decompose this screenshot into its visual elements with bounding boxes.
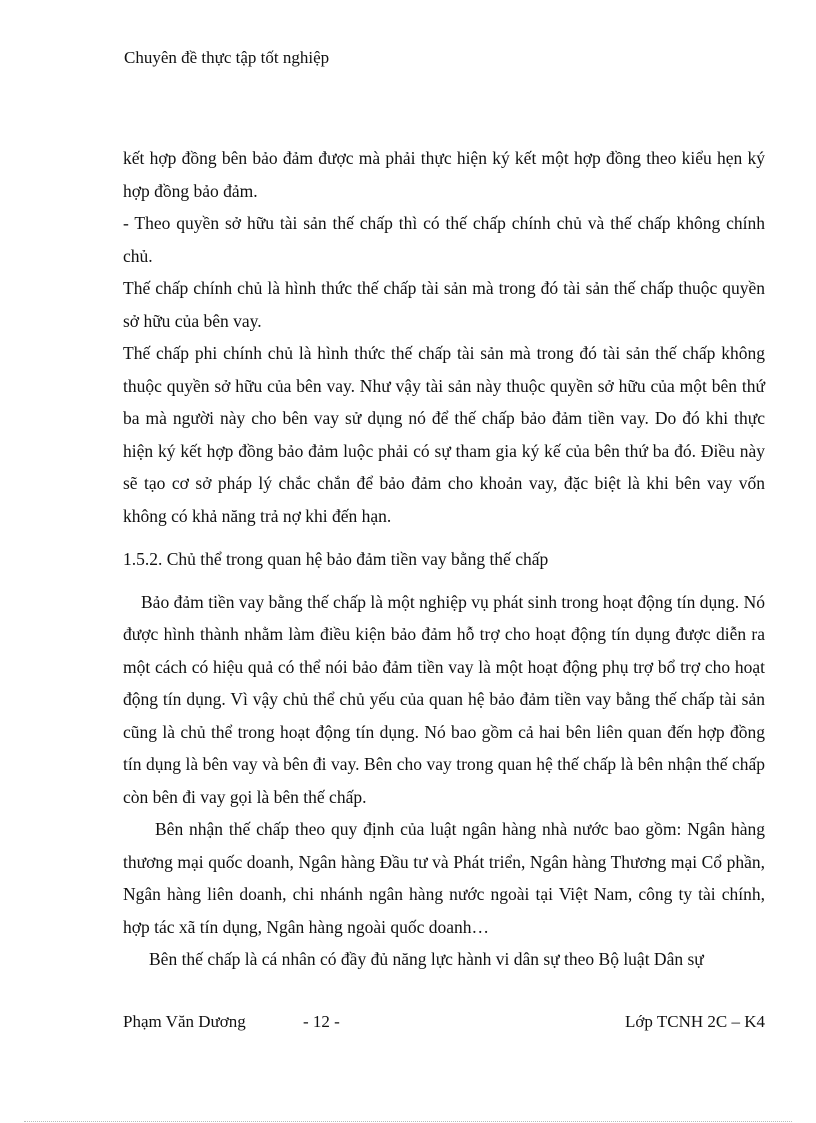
footer-class: Lớp TCNH 2C – K4 [625,1012,765,1031]
paragraph-non-owner-mortgage: Thế chấp phi chính chủ là hình thức thế chấp tài sản mà trong đó tài sản thế chấp không thuộc quyền sở hữu của bên vay. Như vậy tài sản này thuộc quyền sở hữu của một bên thứ ba mà người này cho bên vay sử dụng nó để thế chấp bảo đảm tiền vay. Do đó khi thực hiện ký kết hợp đồng bảo đảm luộc phải có sự tham gia ký kế của bên thứ ba đó. Điều này sẽ tạo cơ sở pháp lý chắc chắn để bảo đảm cho khoản vay, đặc biệt là khi bên vay vốn không có khả năng trả nợ khi đến hạn. [123,343,765,526]
page-header: Chuyên đề thực tập tốt nghiệp [124,48,330,67]
footer-author: Phạm Văn Dương [123,1012,246,1031]
section-heading: 1.5.2. Chủ thể trong quan hệ bảo đảm tiền vay bằng thế chấp [123,549,549,569]
paragraph-ownership-classification: - Theo quyền sở hữu tài sản thế chấp thì có thế chấp chính chủ và thế chấp không chính chủ. [123,213,765,266]
document-body [123,142,765,976]
paragraph-owner-mortgage: Thế chấp chính chủ là hình thức thế chấp tài sản mà trong đó tài sản thế chấp thuộc quyền sở hữu của bên vay. [123,278,765,331]
footer-page-number: - 12 - [303,1012,340,1031]
paragraph-mortgagor: Bên thế chấp là cá nhân có đầy đủ năng lực hành vi dân sự theo Bộ luật Dân sự [149,949,704,969]
paragraph-parties-overview: Bảo đảm tiền vay bằng thế chấp là một nghiệp vụ phát sinh trong hoạt động tín dụng. Nó được hình thành nhằm làm điều kiện bảo đảm hỗ trợ cho hoạt động tín dụng được diễn ra một cách có hiệu quả có thể nói bảo đảm tiền vay là một hoạt động phụ trợ bổ trợ cho hoạt động tín dụng. Vì vậy chủ thể chủ yếu của quan hệ bảo đảm tiền vay bằng thế chấp tài sản cũng là chủ thể trong hoạt động tín dụng. Nó bao gồm cả hai bên liên quan đến hợp đồng tín dụng là bên vay và bên đi vay. Bên cho vay trong quan hệ thế chấp là bên nhận thế chấp còn bên đi vay gọi là bên thế chấp. [123,591,765,807]
page-footer [123,1012,765,1036]
page-bottom-divider [24,1121,792,1122]
paragraph-mortgagee: Bên nhận thế chấp theo quy định của luật ngân hàng nhà nước bao gồm: Ngân hàng thương mại quốc doanh, Ngân hàng Đầu tư và Phát triển, Ngân hàng Thương mại Cổ phần, Ngân hàng liên doanh, chi nhánh ngân hàng nước ngoài tại Việt Nam, công ty tài chính, hợp tác xã tín dụng, Ngân hàng ngoài quốc doanh… [123,819,765,937]
paragraph-continuation: kết hợp đồng bên bảo đảm được mà phải thực hiện ký kết một hợp đồng theo kiểu hẹn ký hợp đồng bảo đảm. [123,148,765,201]
